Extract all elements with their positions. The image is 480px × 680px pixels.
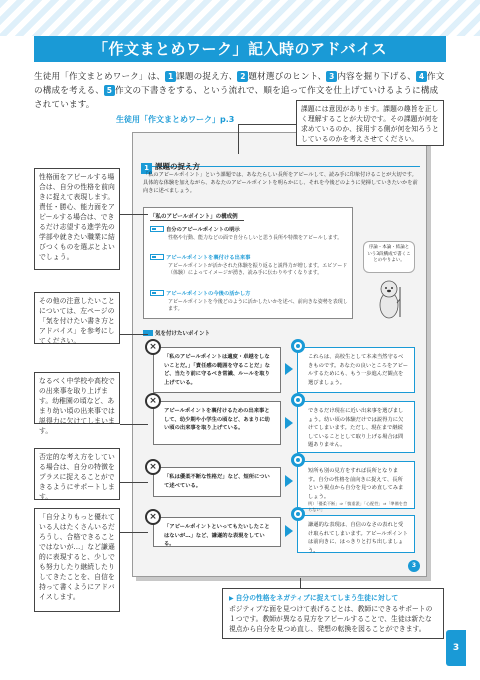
arrow-right-icon	[285, 475, 293, 487]
structure-item-2-text: アピールポイントが活かされた体験を振り返ると説得力が増します。エピソード（体験）によってイメージが湧き、読み手に伝わりやすくなります。	[168, 262, 348, 276]
leader-line	[120, 532, 148, 533]
ok-advice-2: できるだけ現在に近い出来事を選びましょう。幼い頃の体験だけでは説得力に欠けてしまいます。ただし、現在まで継続していることとして取り上げる場合は問題ありません。	[297, 401, 415, 453]
step-badge-2: 2	[237, 71, 248, 82]
callout-appeal-point: 性格面をアピールする場合は、自分の性格を前向きに捉えて表現します。責任・勝心、能力面をアピールする場合は、できるだけ志望する進学先の学部や就きたい職業に結びつくものを選ぶとよいでしょう。	[34, 168, 120, 270]
ok-circle-icon	[291, 393, 305, 407]
otter-mascot-icon	[373, 277, 405, 321]
structure-item-3-text: アピールポイントを今後どのように活かしたいかを述べ、前向きな姿勢を表現します。	[168, 298, 348, 312]
structure-item-3	[150, 290, 348, 314]
structure-box-title: 「私のアピールポイント」の構成例	[150, 212, 244, 221]
arrow-right-icon	[285, 363, 293, 375]
ok-circle-icon	[291, 507, 305, 521]
page-title: 「作文まとめワーク」記入時のアドバイス	[34, 36, 446, 62]
body-icon	[150, 254, 164, 260]
worksheet-subtitle: 生徒用「作文まとめワーク」p.3	[116, 115, 235, 124]
section-number: 1	[141, 163, 152, 174]
callout-other-notes: その他の注意したいことについては、左ページの「気を付けたい書き方とアドバイス」を参考にしてください。	[34, 292, 120, 344]
step-badge-5: 5	[104, 85, 115, 96]
check-marker-icon	[143, 330, 153, 336]
structure-example-box	[143, 207, 353, 319]
callout-recent-events: なるべく中学校や高校での出来事を取り上げます。幼稚園の頃など、あまり幼い頃の出来事では説得力に欠けてしまいます。	[34, 372, 120, 424]
structure-item-3-heading: アピールポイントの今後の活かし方	[166, 291, 251, 297]
ok-advice-3	[297, 461, 415, 512]
step-text-1: 課題の捉え方、	[176, 72, 238, 82]
mascot-speech-bubble: 序論・本論・結論という3段構成で書くことのやりよい。	[363, 241, 415, 273]
ok-circle-icon	[291, 453, 305, 467]
worksheet-page	[132, 132, 427, 577]
ng-example-2: アピールポイントを裏付けるための出来事として、幼少期や小学生の頃など、あまりに幼い頃の出来事を取り上げている。	[153, 401, 281, 445]
structure-item-1-heading: 自分のアピールポイントの明示	[166, 227, 240, 233]
ng-x-icon: ×	[145, 459, 161, 475]
callout-task-intent: 課題には意図があります。課題の趣旨を正しく理解することが大切です。その課題が何を求めているのか、採用する側が何を知ろうとしているのかを考えさせてください。	[296, 100, 444, 146]
section-body: 「私のアピールポイント」という課題では、あなたらしい長所をアピールして、読み手に印象付けることが大切です。具体的な体験を加えながら、あなたのアピールポイントを明らかにし、それを今後どのように発揮していきたいかを前向きに述べましょう。	[143, 172, 418, 194]
intro-icon	[150, 226, 164, 232]
structure-item-1-text: 性格や行動、能力などの面で自分らしいと思う長所や特徴をアピールします。	[168, 234, 343, 241]
structure-item-2-heading: アピールポイントを裏付ける出来事	[166, 255, 251, 261]
callout-humble-expression: 「自分よりもっと優れている人はたくさんいるだろうし、合格できることではないが…」など謙遜的に表現すると、少しでも努力したり継続したりしてきたことを、自信を持って書くようにアドバイスします。	[34, 508, 120, 612]
ok-circle-icon	[291, 339, 305, 353]
header-stripes	[0, 0, 480, 36]
step-text-4: 作文の構成を考える、	[34, 72, 445, 96]
step-badge-3: 3	[326, 71, 337, 82]
ng-x-icon: ×	[145, 393, 161, 409]
ng-x-icon: ×	[145, 509, 161, 525]
worksheet-page-number: 3	[408, 560, 420, 572]
step-badge-1: 1	[165, 71, 176, 82]
ng-x-icon: ×	[145, 339, 161, 355]
structure-item-1	[150, 226, 348, 242]
leader-line	[238, 124, 296, 125]
leader-line	[120, 334, 148, 335]
arrow-right-icon	[285, 525, 293, 537]
page-number: 3	[446, 630, 466, 666]
ok-advice-1: これらは、高校生として本来当然守るべきものです。あなたの良いところをアピールするためにも、もう一歩進んだ観点を選びましょう。	[297, 347, 415, 393]
ng-example-1: 「私のアピールポイントは適度・卓越をしないことだ。」「責任感の範囲を守ることだ」など、当たり前に守るべき常識、ルールを取り上げている。	[153, 347, 281, 393]
section-label: 課題の捉え方	[155, 162, 200, 171]
ok-advice-4: 謙遜的な表現は、自信のなさの表れと受け取られてしまいます。アピールポイントは前向きに、はっきりと打ち出しましょう。	[297, 515, 415, 553]
ok-advice-3-text: 短所も別の見方をすれば長所となります。自分の性格を前向きに捉えて、長所という視点から自分を見つめ直してみましょう。	[308, 468, 404, 500]
conclusion-icon	[150, 290, 164, 296]
leader-line	[300, 578, 301, 588]
section-header	[141, 155, 420, 172]
ng-example-4: 「アピールポイントといってもたいしたことはないが…」など、謙遜的な表現をしている。	[153, 517, 281, 547]
leader-line	[238, 124, 239, 154]
callout-negative-students	[222, 588, 444, 639]
step-text-3: 内容を掘り下げる、	[337, 72, 417, 82]
step-text-2: 題材選びのヒント、	[248, 72, 327, 82]
bottom-callout-body: ポジティブな面を見つけて表げることは、教師にできるサポートの１つです。教師が異なる見方をアピールすることで、生徒は新たな視点から自分を見つめ直し、発想の転換を図ることができます。	[229, 605, 433, 633]
ng-example-3: 「私は優柔不断な性格だ」など、短所について述べている。	[153, 467, 281, 497]
leader-line	[120, 214, 148, 215]
step-badge-4: 4	[416, 71, 427, 82]
bottom-callout-heading: ▶ 自分の性格をネガティブに捉えてしまう生徒に対して	[229, 593, 437, 604]
step-text-5: 作文の下書きをする、という流れで、順を追って作文を仕上げていけるように構成されています。	[34, 86, 439, 110]
leader-line	[120, 482, 148, 483]
ok-advice-3-example: 例）「優柔不断」⇒「慎重派」「心配性」⇒「準備を怠らない」	[308, 501, 408, 512]
arrow-right-icon	[285, 417, 293, 429]
leader-line	[120, 424, 148, 425]
intro-lead: 生徒用「作文まとめワーク」は、	[34, 72, 166, 82]
structure-item-2	[150, 254, 348, 278]
callout-positive-view: 否定的な考え方をしている場合は、自分の特徴をプラスに捉えることができるようにサポートします。	[34, 448, 120, 500]
check-points-label: 気を付けたいポイント	[143, 329, 210, 337]
